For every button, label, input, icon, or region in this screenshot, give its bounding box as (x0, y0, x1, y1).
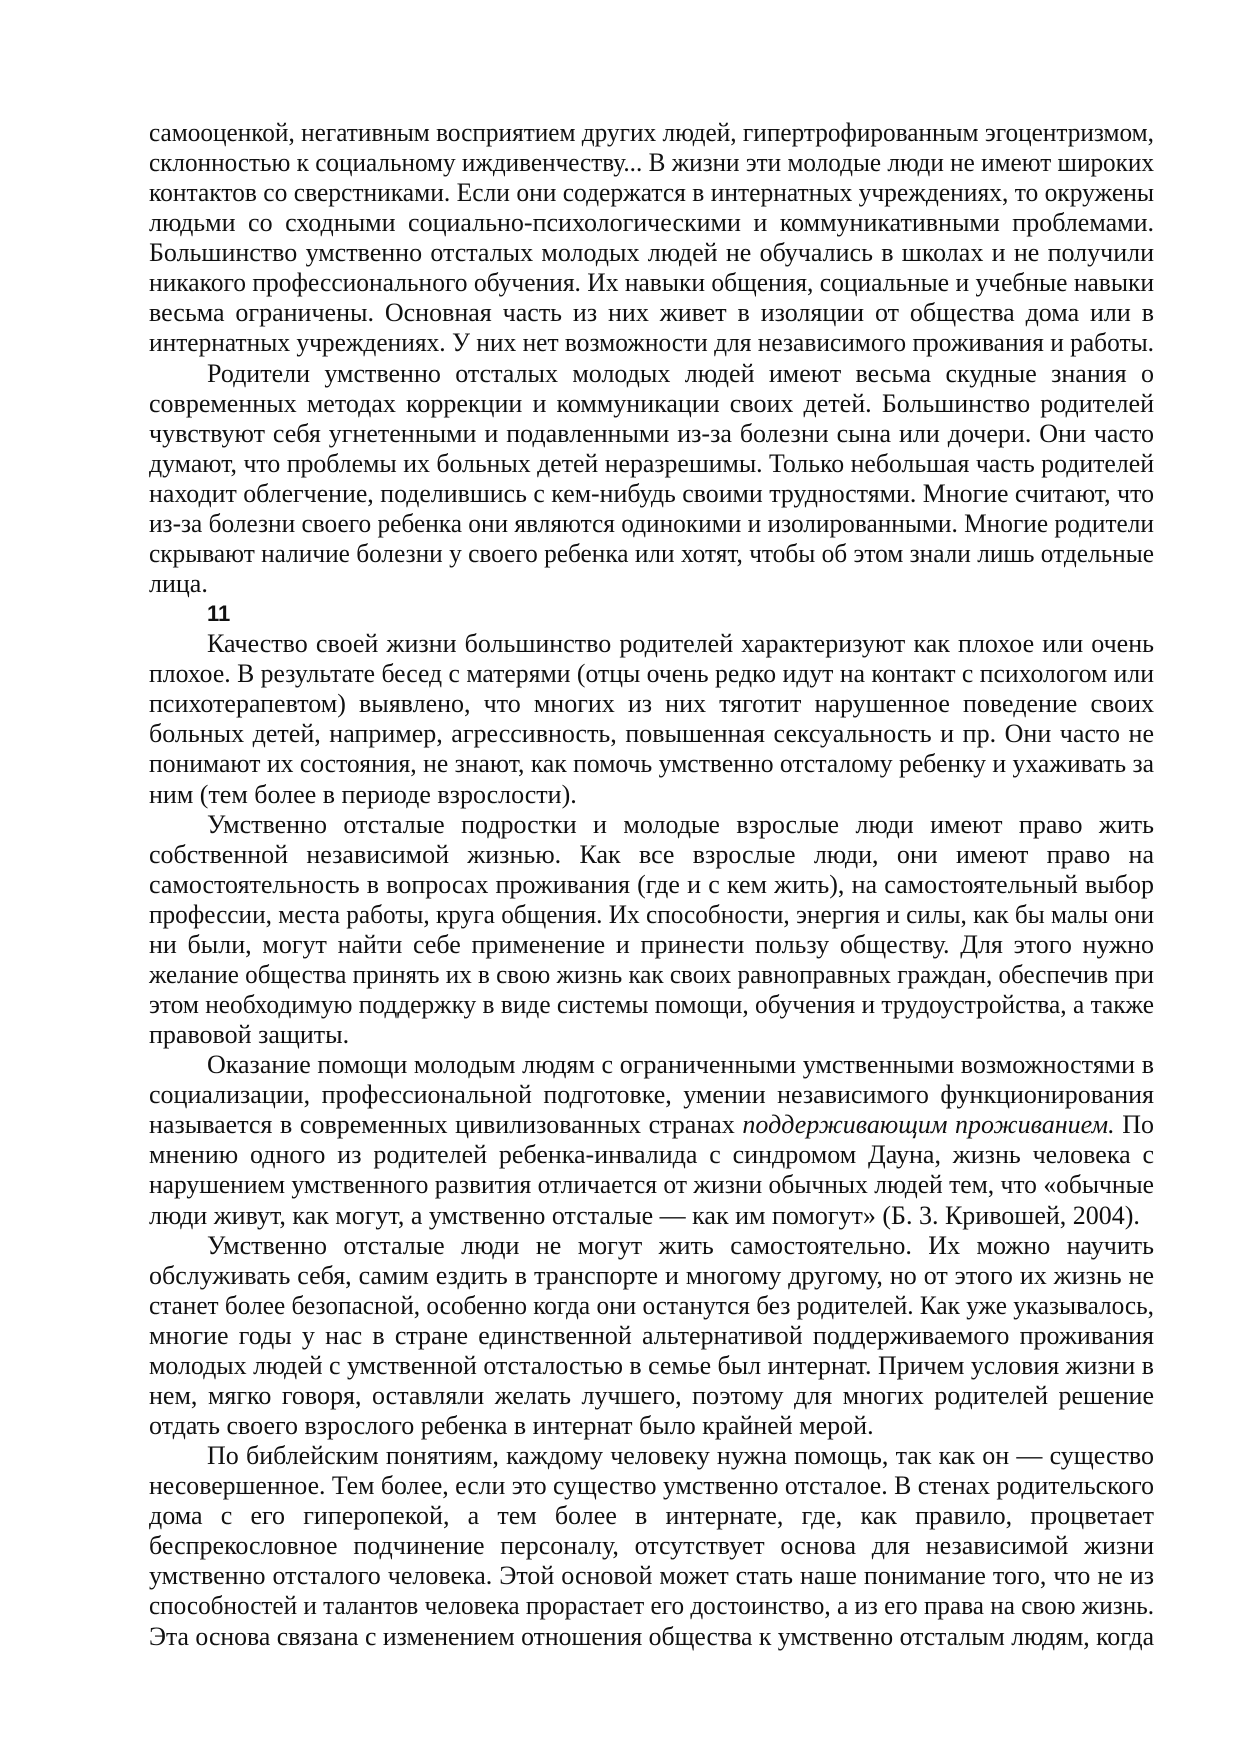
line-text: желание общества принять их в свою жизнь как своих равноправных граждан, обеспечив при (149, 959, 1154, 989)
text-line (149, 1201, 1154, 1231)
text-line (149, 178, 1154, 208)
line-text: этом необходимую поддержку в виде системы помощи, обучения и трудоустройства, а также (149, 990, 1154, 1020)
line-text: обслуживать себя, самим ездить в транспорте и многому другому, но от этого их жизнь не (149, 1260, 1154, 1290)
text-line (149, 1020, 1154, 1050)
text-line (207, 359, 1154, 389)
line-text: нем, мягко говоря, оставляли желать лучшего, поэтому для многих родителей решение (149, 1380, 1154, 1410)
line-text: Эта основа связана с изменением отношения общества к умственно отсталым людям, когда (149, 1621, 1154, 1651)
line-text: мнению одного из родителей ребенка-инвалида с синдромом Дауна, жизнь человека с (149, 1140, 1154, 1170)
line-text: современных методах коррекции и коммуникации своих детей. Большинство родителей (149, 388, 1154, 418)
line-text: лица. (149, 569, 208, 599)
text-line (149, 1531, 1154, 1561)
text-line (149, 328, 1154, 358)
text-line (149, 1261, 1154, 1291)
line-text: молодых людей с умственной отсталостью в семье был интернат. Причем условия жизни в (149, 1350, 1154, 1380)
text-line (149, 1080, 1154, 1110)
text-segment: По (1114, 1110, 1154, 1140)
text-line (149, 960, 1154, 990)
line-text: никакого профессионального обучения. Их навыки общения, социальные и учебные навыки (149, 268, 1154, 298)
text-line (149, 268, 1154, 298)
line-text: скрывают наличие болезни у своего ребенка или хотят, чтобы об этом знали лишь отдельные (149, 538, 1154, 568)
line-text: Качество своей жизни большинство родителей характеризуют как плохое или очень (207, 629, 1154, 659)
text-line (149, 1110, 1154, 1140)
text-line (149, 1622, 1154, 1652)
line-text: люди живут, как могут, а умственно отсталые — как им помогут» (Б. 3. Кривошей, 2004). (149, 1200, 1140, 1230)
line-text: станет более безопасной, особенно когда они останутся без родителей. Как уже указывалось, (149, 1290, 1154, 1320)
text-line (149, 1381, 1154, 1411)
line-text: 11 (207, 601, 231, 627)
text-line (149, 990, 1154, 1020)
page-number-heading (207, 599, 1154, 629)
line-text: отдать своего взрослого ребенка в интернат было крайней мерой. (149, 1411, 874, 1440)
line-text: Умственно отсталые подростки и молодые взрослые люди имеют право жить (207, 809, 1154, 839)
line-text: контактов со сверстниками. Если они содержатся в интернатных учреждениях, то окружены (149, 178, 1154, 208)
line-text: профессии, места работы, круга общения. Их способности, энергия и силы, как бы малы они (149, 899, 1154, 929)
text-line (149, 1170, 1154, 1200)
line-text: ни были, могут найти себе применение и принести пользу обществу. Для этого нужно (149, 929, 1154, 959)
text-line (149, 870, 1154, 900)
line-text: людьми со сходными социально-психологическими и коммуникативными проблемами. (149, 208, 1154, 238)
text-line (149, 479, 1154, 509)
text-line (149, 419, 1154, 449)
line-text: самостоятельность в вопросах проживания (где и с кем жить), на самостоятельный выбор (149, 869, 1154, 899)
text-line (207, 1231, 1154, 1261)
text-line (149, 298, 1154, 328)
text-line (149, 749, 1154, 779)
text-line (149, 1561, 1154, 1591)
line-text: самооценкой, негативным восприятием других людей, гипертрофированным эгоцентризмом, (149, 118, 1154, 147)
text-line (149, 840, 1154, 870)
text-line (149, 449, 1154, 479)
line-text: думают, что проблемы их больных детей неразрешимы. Только небольшая часть родителей (149, 448, 1154, 478)
text-line (149, 1411, 1154, 1441)
line-text: По библейским понятиям, каждому человеку нужна помощь, так как он — существо (207, 1441, 1154, 1471)
line-text: умственно отсталого человека. Этой основой может стать наше понимание того, что не из (149, 1561, 1154, 1591)
line-text: весьма ограничены. Основная часть из них живет в изоляции от общества дома или в (149, 298, 1154, 328)
text-line (149, 1291, 1154, 1321)
text-line (207, 810, 1154, 840)
line-text: Большинство умственно отсталых молодых людей не обучались в школах и не получили (149, 238, 1154, 268)
text-line (207, 629, 1154, 659)
line-text: психотерапевтом) выявлено, что многих из них тяготит нарушенное поведение своих (149, 689, 1154, 719)
text-line (149, 208, 1154, 238)
text-line (207, 1050, 1154, 1080)
line-text: ним (тем более в периоде взрослости). (149, 779, 577, 809)
text-line (149, 1471, 1154, 1501)
line-text: интернатных учреждениях. У них нет возможности для независимого проживания и работы. (149, 328, 1154, 358)
line-text: беспрекословное подчинение персоналу, отсутствует основа для независимой жизни (149, 1531, 1154, 1561)
line-text: находит облегчение, поделившись с кем-нибудь своими трудностями. Многие считают, что (149, 478, 1154, 508)
line-text: несовершенное. Тем более, если это существо умственно отсталое. В стенах родительского (149, 1471, 1154, 1501)
text-line (149, 118, 1154, 148)
text-line (149, 1501, 1154, 1531)
text-line (149, 389, 1154, 419)
text-line (149, 689, 1154, 719)
text-line (149, 1591, 1154, 1621)
line-text: социализации, профессиональной подготовке, умении независимого функционирования (149, 1080, 1154, 1110)
text-line (149, 719, 1154, 749)
text-line (149, 1140, 1154, 1170)
line-text (149, 1110, 1154, 1140)
italic-term: поддерживающим проживанием. (742, 1110, 1115, 1140)
line-text: плохое. В результате бесед с матерями (отцы очень редко идут на контакт с психологом или (149, 659, 1154, 689)
text-line (149, 148, 1154, 178)
line-text: Оказание помощи молодым людям с ограниченными умственными возможностями в (207, 1050, 1154, 1080)
line-text: Умственно отсталые люди не могут жить самостоятельно. Их можно научить (207, 1230, 1154, 1260)
text-line (149, 780, 1154, 810)
line-text: дома с его гиперопекой, а тем более в интернате, где, как правило, процветает (149, 1501, 1154, 1531)
text-line (149, 569, 1154, 599)
line-text: способностей и талантов человека прорастает его достоинство, а из его права на свою жизнь. (149, 1591, 1154, 1621)
text-line (149, 1321, 1154, 1351)
line-text: многие годы у нас в стране единственной альтернативой поддерживаемого проживания (149, 1320, 1154, 1350)
line-text: чувствуют себя угнетенными и подавленными из-за болезни сына или дочери. Они часто (149, 418, 1154, 448)
line-text: больных детей, например, агрессивность, повышенная сексуальность и пр. Они часто не (149, 719, 1154, 749)
text-line (149, 539, 1154, 569)
line-text: понимают их состояния, не знают, как помочь умственно отсталому ребенку и ухаживать за (149, 749, 1154, 779)
text-line (149, 509, 1154, 539)
text-line (149, 238, 1154, 268)
text-line (149, 1351, 1154, 1381)
line-text: правовой защиты. (149, 1020, 350, 1050)
line-text: из-за болезни своего ребенка они являются одинокими и изолированными. Многие родители (149, 508, 1154, 538)
line-text: склонностью к социальному иждивенчеству... В жизни эти молодые люди не имеют широких (149, 148, 1154, 178)
text-line (149, 659, 1154, 689)
text-line (149, 930, 1154, 960)
text-line (207, 1441, 1154, 1471)
text-line (149, 900, 1154, 930)
line-text: нарушением умственного развития отличается от жизни обычных людей тем, что «обычные (149, 1170, 1154, 1200)
text-segment: называется в современных цивилизованных странах (149, 1110, 743, 1140)
line-text: Родители умственно отсталых молодых людей имеют весьма скудные знания о (207, 358, 1154, 388)
line-text: собственной независимой жизнью. Как все взрослые люди, они имеют право на (149, 839, 1154, 869)
